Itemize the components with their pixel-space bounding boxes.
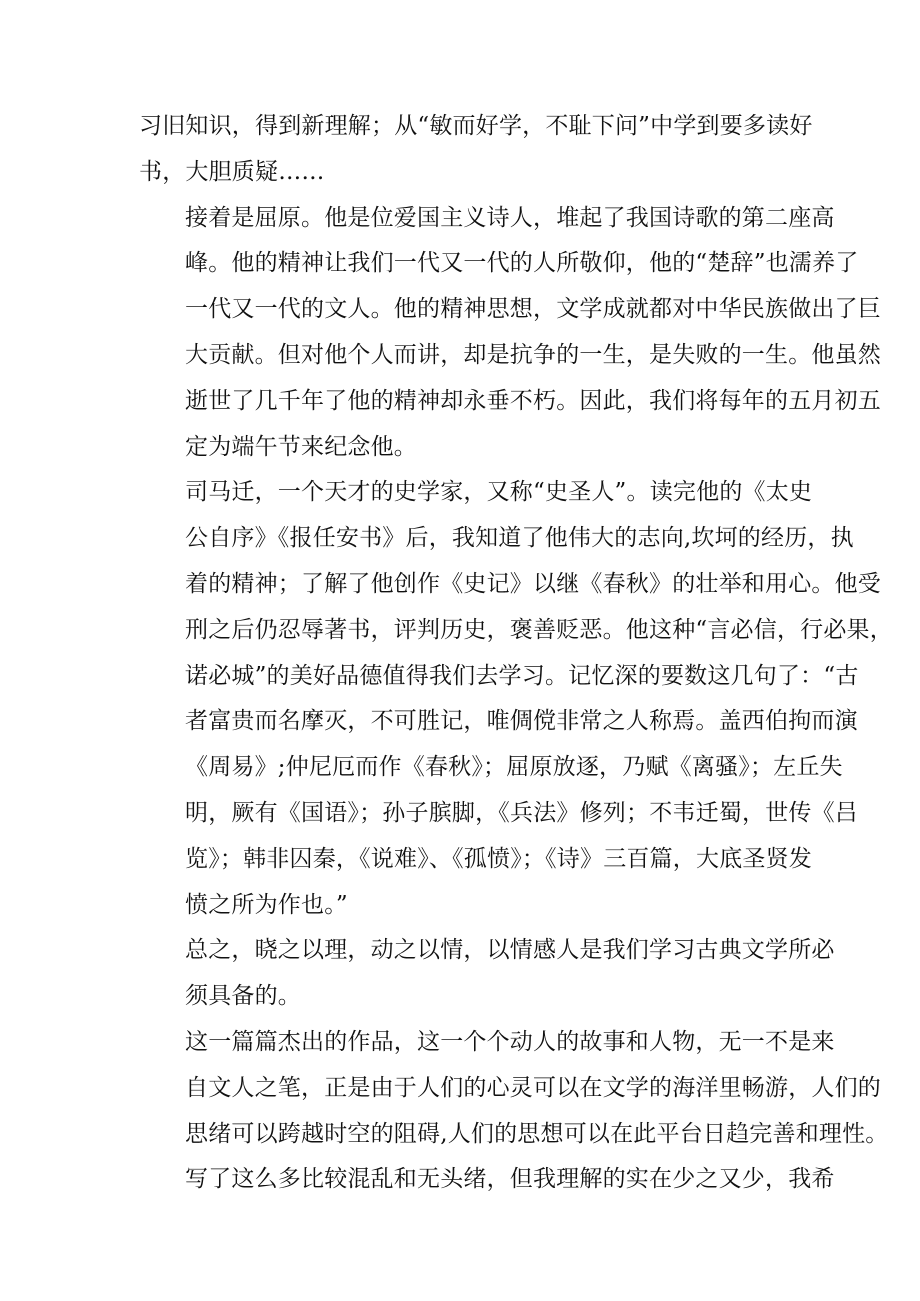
text-line: 写了这么多比较混乱和无头绪，但我理解的实在少之又少，我希	[185, 1166, 835, 1193]
text-line: 思绪可以跨越时空的阻碍,人们的思想可以在此平台日趋完善和理性。	[185, 1120, 889, 1147]
text-line: 大贡献。但对他个人而讲，却是抗争的一生，是失败的一生。他虽然	[185, 341, 881, 368]
paragraph-p3	[139, 470, 893, 928]
text-line: 逝世了几千年了他的精神却永垂不朽。因此，我们将每年的五月初五	[185, 387, 881, 414]
text-line: 峰。他的精神让我们一代又一代的人所敬仰，他的“楚辞”也濡养了	[185, 250, 859, 277]
text-line: 着的精神；了解了他创作《史记》以继《春秋》的壮举和用心。他受	[185, 570, 881, 597]
paragraph-p6	[139, 1157, 835, 1203]
text-line: 者富贵而名摩灭，不可胜记，唯倜傥非常之人称焉。盖西伯拘而演	[185, 708, 858, 735]
text-line: 这一篇篇杰出的作品，这一个个动人的故事和人物，无一不是来	[185, 1028, 835, 1055]
text-line: 愤之所为作也。”	[185, 891, 348, 918]
text-line: 定为端午节来纪念他。	[185, 433, 417, 460]
paragraph-p2	[139, 196, 881, 471]
text-line: 总之，晓之以理，动之以情，以情感人是我们学习古典文学所必	[185, 937, 835, 964]
paragraph-p1	[139, 104, 813, 196]
text-line: 书，大胆质疑……	[139, 158, 325, 185]
text-line: 自文人之笔，正是由于人们的心灵可以在文学的海洋里畅游，人们的	[185, 1074, 881, 1101]
text-line: 接着是屈原。他是位爱国主义诗人，堆起了我国诗歌的第二座高	[185, 204, 835, 231]
paragraph-p5	[139, 1020, 889, 1157]
text-line: 览》；韩非囚秦，《说难》、《孤愤》；《诗》三百篇，大底圣贤发	[185, 845, 812, 872]
text-line: 明，厥有《国语》；孙子膑脚，《兵法》修列；不韦迁蜀，世传《吕	[185, 799, 858, 826]
text-line: 司马迁，一个天才的史学家，又称“史圣人”。读完他的《太史	[185, 479, 813, 506]
text-line: 诺必城”的美好品德值得我们去学习。记忆深的要数这几句了：“古	[185, 662, 859, 689]
text-line: 须具备的。	[185, 983, 301, 1010]
text-line: 刑之后仍忍辱著书，评判历史，褒善贬恶。他这种“言必信，行必果，	[185, 616, 893, 643]
paragraph-p4	[139, 928, 835, 1020]
text-line: 一代又一代的文人。他的精神思想，文学成就都对中华民族做出了巨	[185, 296, 881, 323]
text-line: 习旧知识，得到新理解；从“敏而好学，不耻下问”中学到要多读好	[139, 113, 813, 139]
body-text	[139, 104, 893, 1203]
text-line: 《周易》;仲尼厄而作《春秋》；屈原放逐，乃赋《离骚》；左丘失	[185, 754, 843, 781]
text-line: 公自序》《报任安书》后，我知道了他伟大的志向,坎坷的经历，执	[185, 525, 854, 552]
